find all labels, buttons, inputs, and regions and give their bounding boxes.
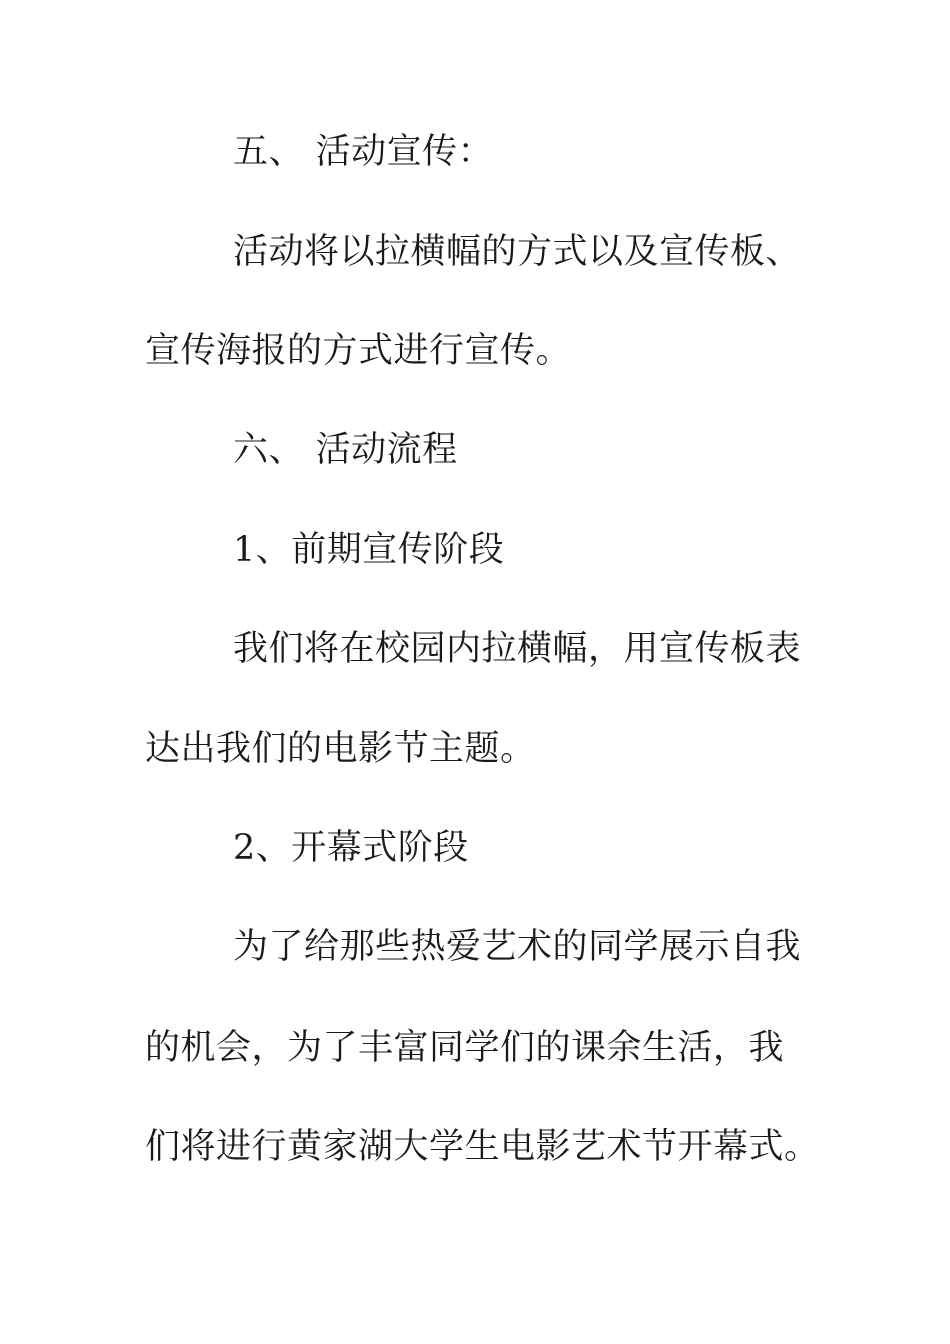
paragraph-line: 活动将以拉横幅的方式以及宣传板、 xyxy=(233,232,802,272)
section-heading-publicity: 五、 活动宣传： xyxy=(233,132,494,172)
paragraph-line: 宣传海报的方式进行宣传。 xyxy=(145,331,572,371)
subheading-stage-2: 2、开幕式阶段 xyxy=(233,828,469,868)
section-heading-process: 六、 活动流程 xyxy=(233,430,458,470)
subheading-stage-1: 1、前期宣传阶段 xyxy=(233,530,505,570)
paragraph-line: 们将进行黄家湖大学生电影艺术节开幕式。 xyxy=(145,1127,820,1167)
paragraph-line: 为了给那些热爱艺术的同学展示自我 xyxy=(233,927,802,967)
paragraph-line: 我们将在校园内拉横幅，用宣传板表 xyxy=(233,629,802,669)
paragraph-line: 的机会，为了丰富同学们的课余生活，我 xyxy=(145,1028,785,1068)
paragraph-line: 达出我们的电影节主题。 xyxy=(145,729,536,769)
